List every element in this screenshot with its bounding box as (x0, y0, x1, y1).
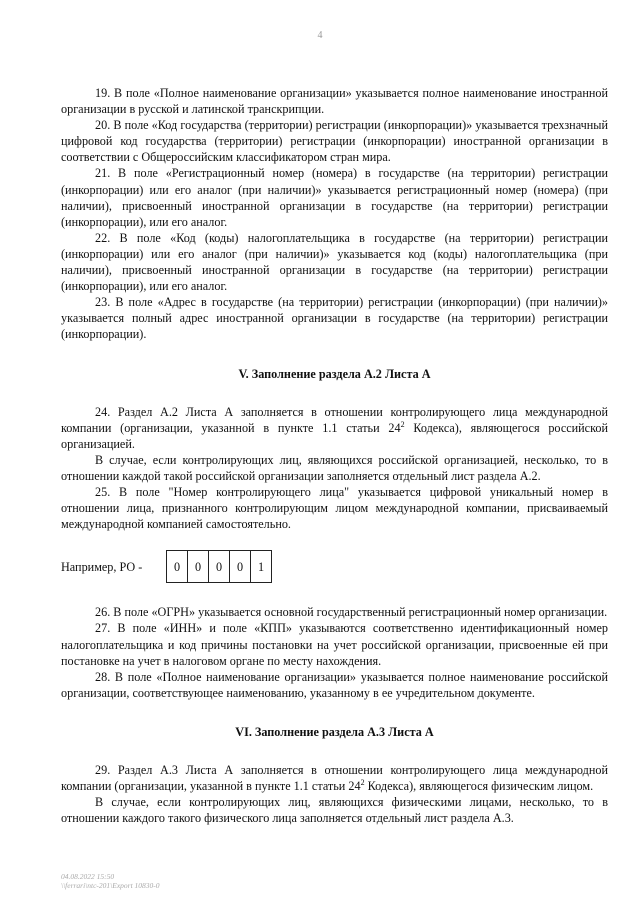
page-number: 4 (317, 30, 323, 41)
digit-box: 0 (229, 551, 250, 582)
example-label: Например, РО - (61, 559, 143, 574)
paragraph-29-continuation: В случае, если контролирующих лиц, являющихся физическими лицами, несколько, то в отношении каждого такого физического лица заполняется отдельный лист раздела А.3. (61, 795, 608, 826)
paragraph-26: 26. В поле «ОГРН» указывается основной государственный регистрационный номер организации. (95, 605, 608, 620)
paragraph-24-continuation: В случае, если контролирующих лиц, являющихся российской организацией, несколько, то в отношении каждой такой российской организации заполняется отдельный лист раздела А.2. (61, 452, 608, 483)
footer-stamp (61, 872, 160, 890)
example-number (61, 550, 608, 583)
digit-box: 0 (208, 551, 229, 582)
paragraph-21: 21. В поле «Регистрационный номер (номера) в государстве (на территории) регистрации (инкорпорации) или его аналог (при наличии)» указывается регистрационный номер (номера) (при наличии), присвоенный иностранной организации в государстве (на территории) регистрации (инкорпорации), или его аналог. (61, 166, 608, 229)
digit-box: 0 (187, 551, 208, 582)
footer-date: 04.08.2022 15:50 (61, 872, 115, 881)
paragraph-22: 22. В поле «Код (коды) налогоплательщика в государстве (на территории) регистрации (инкорпорации) или его аналог (при наличии)» указывается код (коды) налогоплательщика (при наличии), присвоенный иностранной организации в государстве (на территории) регистрации (инкорпорации), или его аналог. (61, 230, 608, 294)
paragraph-25: 25. В поле "Номер контролирующего лица" указывается цифровой уникальный номер в отношении лица, признанного контролирующим лицом международной компании, присваиваемый международной компанией самостоятельно. (61, 485, 608, 532)
document-body (61, 85, 608, 826)
paragraph-29: 29. Раздел А.3 Листа А заполняется в отношении контролирующего лица международной компании (организации, указанной в пункте 1.1 статьи $24^2$ Кодекса), являющегося физическим лицом. (61, 763, 608, 794)
section-5-heading: V. Заполнение раздела А.2 Листа А (238, 366, 431, 381)
paragraph-27: 27. В поле «ИНН» и поле «КПП» указываются соответственно идентификационный номер налогоплательщика и код причины постановки на учет российской организации, присвоенные ей при постановке на учет в налоговом органе по месту нахождения. (61, 621, 608, 668)
section-6-heading: VI. Заполнение раздела А.3 Листа А (235, 724, 434, 739)
digit-boxes (166, 550, 272, 583)
footer-path: \\ferrari\ntc-201\Export 10830-0 (61, 881, 160, 890)
paragraph-28: 28. В поле «Полное наименование организации» указывается полное наименование российской организации, соответствующее наименованию, указанному в ее учредительном документе. (61, 669, 608, 700)
paragraph-19: 19. В поле «Полное наименование организации» указывается полное наименование иностранной организации в русской и латинской транскрипции. (61, 86, 608, 117)
paragraph-23: 23. В поле «Адрес в государстве (на территории) регистрации (инкорпорации) (при наличии)» указывается полный адрес иностранной организации в государстве (на территории) регистрации (инкорпорации). (61, 295, 608, 342)
paragraph-24: 24. Раздел А.2 Листа А заполняется в отношении контролирующего лица международной компании (организации, указанной в пункте 1.1 статьи $24^2$ Кодекса), являющегося российской организацией. (61, 404, 609, 451)
digit-box: 1 (250, 551, 271, 582)
paragraph-20: 20. В поле «Код государства (территории) регистрации (инкорпорации)» указывается трехзначный цифровой код государства (территории) регистрации (инкорпорации) иностранной организации в соответствии с Общероссийским классификатором стран мира. (61, 118, 608, 165)
digit-box: 0 (173, 559, 181, 574)
